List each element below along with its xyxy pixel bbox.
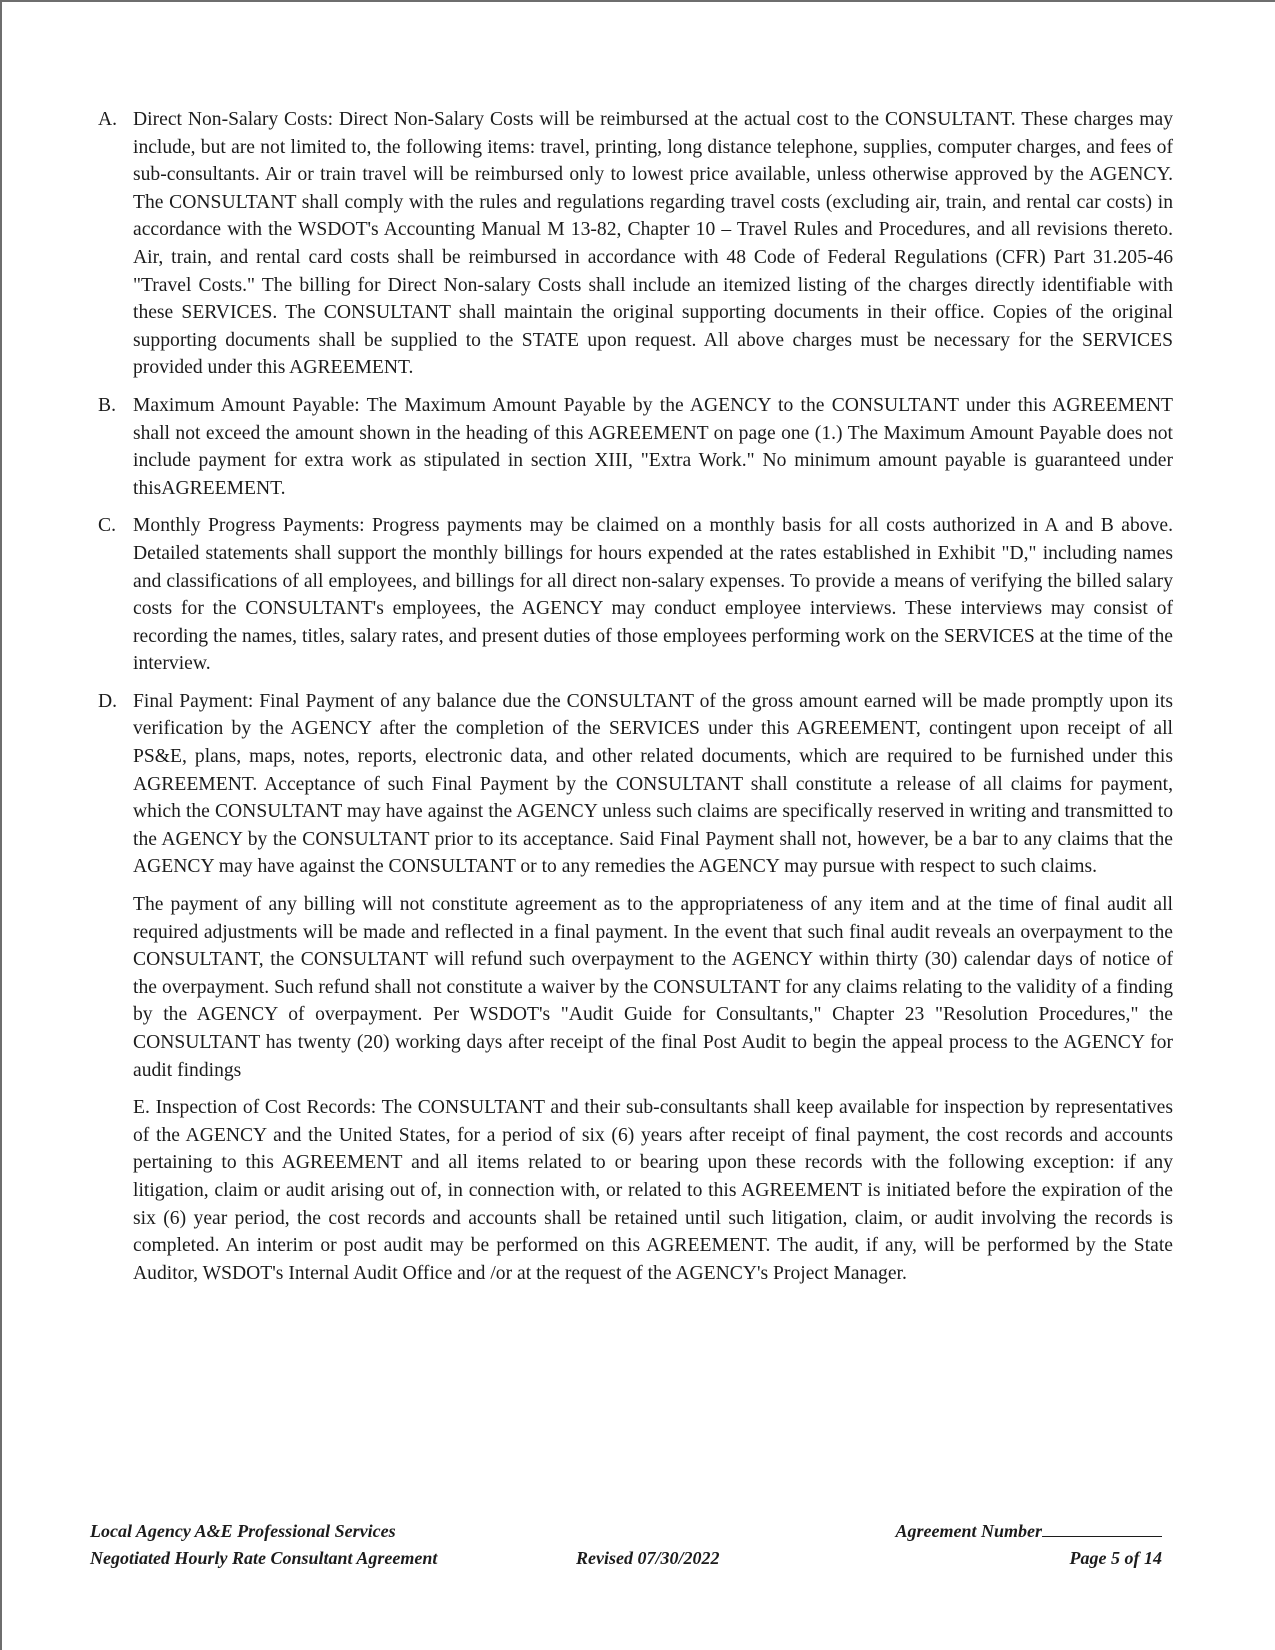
page-top-border — [0, 0, 1275, 2]
section-a-letter: A. — [98, 109, 118, 130]
footer-agreement-subtype: Negotiated Hourly Rate Consultant Agreement — [90, 1548, 438, 1568]
section-d-letter: D. — [98, 690, 118, 712]
section-a — [98, 106, 1173, 382]
section-a-text: Direct Non-Salary Costs: Direct Non-Salary Costs will be reimbursed at the actual cost to the CONSULTANT. These charges may include, but are not limited to, the following items: travel, printing, long distance telephone, supplies, computer charges, and fees of sub-consultants. Air or train travel will be reimbursed only to lowest price available, unless otherwise approved by the AGENCY. The CONSULTANT shall comply with the rules and regulations regarding travel costs (excluding air, train, and rental car costs) in accordance with the WSDOT's Accounting Manual M 13-82, Chapter 10 – Travel Rules and Procedures, and all revisions thereto. Air, train, and rental card costs shall be reimbursed in accordance with 48 Code of Federal Regulations (CFR) Part 31.205-46 "Travel Costs." The billing for Direct Non-salary Costs shall include an itemized listing of the charges directly identifiable with these SERVICES. The CONSULTANT shall maintain the original supporting documents in their office. Copies of the original supporting documents shall be supplied to the STATE upon request. All above charges must be necessary for the SERVICES provided under this AGREEMENT. — [133, 109, 1173, 379]
section-b-text: Maximum Amount Payable: The Maximum Amount Payable by the AGENCY to the CONSULTANT under this AGREEMENT shall not exceed the amount shown in the heading of this AGREEMENT on page one (1.) The Maximum Amount Payable does not include payment for extra work as stipulated in section XIII, "Extra Work." No minimum amount payable is guaranteed under thisAGREEMENT. — [133, 394, 1173, 499]
page-footer — [90, 1518, 1180, 1578]
page-left-border — [0, 0, 2, 1650]
footer-left — [90, 1518, 437, 1572]
footer-right — [896, 1518, 1163, 1572]
section-c-letter: C. — [98, 515, 116, 537]
footer-agreement-type: Local Agency A&E Professional Services — [90, 1521, 396, 1541]
footer-page-number: Page 5 of 14 — [1069, 1548, 1162, 1568]
document-body — [98, 106, 1173, 1297]
footer-agreement-number — [896, 1518, 1163, 1545]
section-c — [98, 512, 1173, 678]
agreement-number-label: Agreement Number — [895, 1521, 1042, 1541]
section-e-paragraph: E. Inspection of Cost Records: The CONSULTANT and their sub-consultants shall keep available for inspection by representatives of the AGENCY and the United States, for a period of six (6) years after receipt of final payment, the cost records and accounts pertaining to this AGREEMENT and all items related to or bearing upon these records with the following exception: if any litigation, claim or audit arising out of, in connection with, or related to this AGREEMENT is initiated before the expiration of the six (6) year period, the cost records and accounts shall be retained until such litigation, claim, or audit involving the records is completed. An interim or post audit may be performed on this AGREEMENT. The audit, if any, will be performed by the State Auditor, WSDOT's Internal Audit Office and /or at the request of the AGENCY's Project Manager. — [133, 1097, 1173, 1284]
section-b-letter: B. — [98, 394, 116, 416]
agreement-number-blank — [1042, 1518, 1162, 1537]
section-b — [98, 392, 1173, 502]
footer-revised-date: Revised 07/30/2022 — [576, 1548, 720, 1568]
payment-adjustment-paragraph: The payment of any billing will not constitute agreement as to the appropriateness of any item and at the time of final audit all required adjustments will be made and reflected in a final payment. In the event that such final audit reveals an overpayment to the CONSULTANT, the CONSULTANT will refund such overpayment to the AGENCY within thirty (30) calendar days of notice of the overpayment. Such refund shall not constitute a waiver by the CONSULTANT for any claims relating to the validity of a finding by the AGENCY of overpayment. Per WSDOT's "Audit Guide for Consultants," Chapter 23 "Resolution Procedures," the CONSULTANT has twenty (20) working days after receipt of the final Post Audit to begin the appeal process to the AGENCY for audit findings — [133, 894, 1173, 1081]
section-d-text: Final Payment: Final Payment of any balance due the CONSULTANT of the gross amount earned will be made promptly upon its verification by the AGENCY after the completion of the SERVICES under this AGREEMENT, contingent upon receipt of all PS&E, plans, maps, notes, reports, electronic data, and other related documents, which are required to be furnished under this AGREEMENT. Acceptance of such Final Payment by the CONSULTANT shall constitute a release of all claims for payment, which the CONSULTANT may have against the AGENCY unless such claims are specifically reserved in writing and transmitted to the AGENCY by the CONSULTANT prior to its acceptance. Said Final Payment shall not, however, be a bar to any claims that the AGENCY may have against the CONSULTANT or to any remedies the AGENCY may pursue with respect to such claims. — [133, 690, 1173, 878]
section-d — [98, 688, 1173, 881]
section-c-text: Monthly Progress Payments: Progress payments may be claimed on a monthly basis for all costs authorized in A and B above. Detailed statements shall support the monthly billings for hours expended at the rates established in Exhibit "D," including names and classifications of all employees, and billings for all direct non-salary expenses. To provide a means of verifying the billed salary costs for the CONSULTANT's employees, the AGENCY may conduct employee interviews. These interviews may consist of recording the names, titles, salary rates, and present duties of those employees performing work on the SERVICES at the time of the interview. — [133, 515, 1173, 675]
